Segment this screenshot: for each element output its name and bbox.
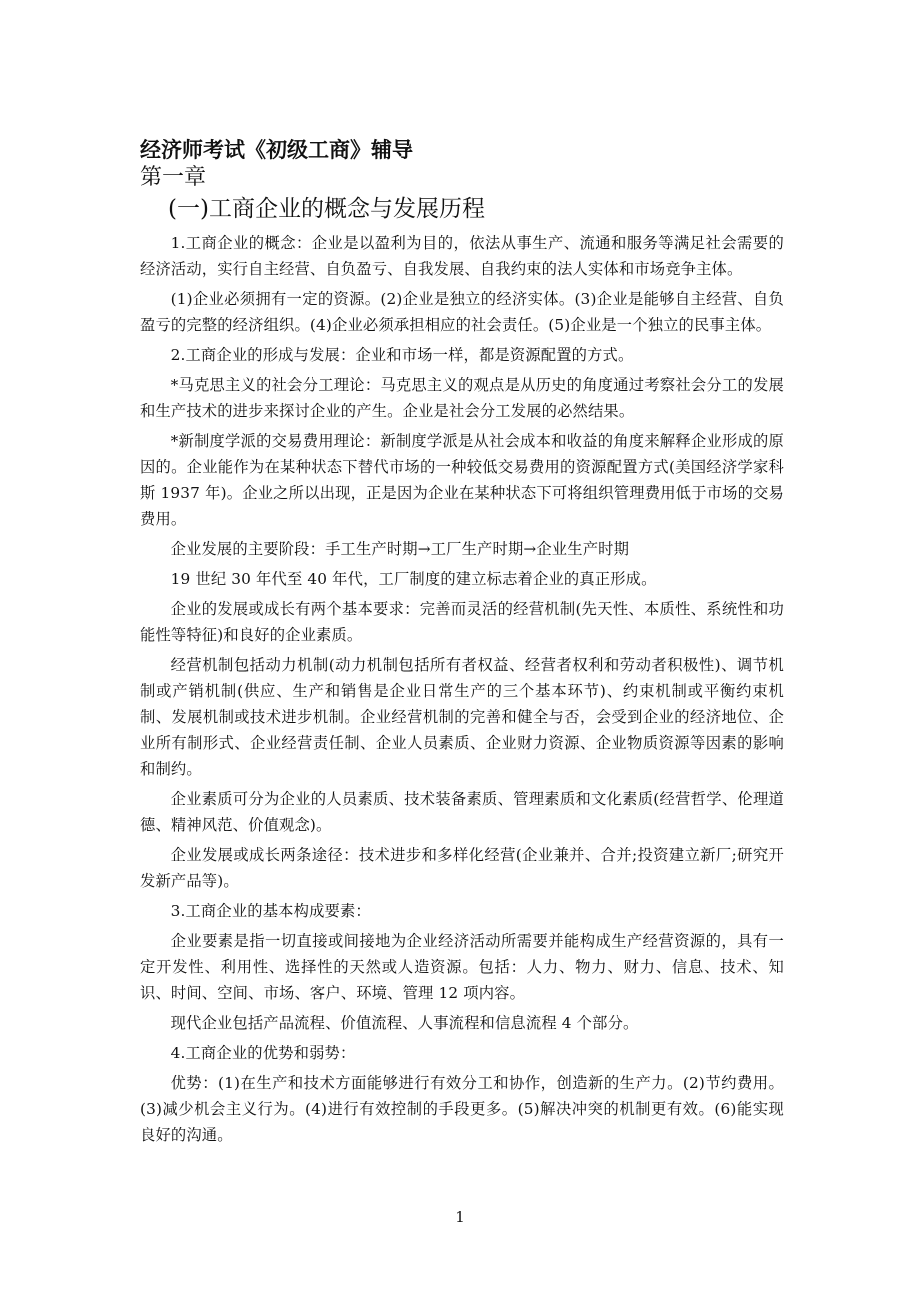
paragraph-basic-elements-heading: 3.工商企业的基本构成要素： (170, 902, 371, 920)
paragraph-enterprise-quality: 企业素质可分为企业的人员素质、技术装备素质、管理素质和文化素质(经营哲学、伦理道德、精神风范、价值观念)。 (140, 790, 784, 834)
document-body (140, 136, 784, 1152)
document-title: 经济师考试《初级工商》辅导 (140, 137, 413, 162)
paragraph-operating-mechanism: 经营机制包括动力机制(动力机制包括所有者权益、经营者权利和劳动者积极性)、调节机制或产销机制(供应、生产和销售是企业日常生产的三个基本环节)、约束机制或平衡约束机制、发展机制或技术进步机制。企业经营机制的完善和健全与否，会受到企业的经济地位、企业所有制形式、企业经营责任制、企业人员素质、企业财力资源、企业物质资源等因素的影响和制约。 (140, 656, 784, 778)
paragraph-transaction-cost-theory: *新制度学派的交易费用理论：新制度学派是从社会成本和收益的角度来解释企业形成的原因的。企业能作为在某种状态下替代市场的一种较低交易费用的资源配置方式(美国经济学家科斯 1937 年)。企业之所以出现，正是因为企业在某种状态下可将组织管理费用低于市场的交易费用。 (140, 432, 784, 528)
paragraph-enterprise-elements: 企业要素是指一切直接或间接地为企业经济活动所需要并能构成生产经营资源的，具有一定开发性、利用性、选择性的天然或人造资源。包括：人力、物力、财力、信息、技术、知识、时间、空间、市场、客户、环境、管理 12 项内容。 (140, 932, 784, 1002)
paragraph-strengths-weaknesses-heading: 4.工商企业的优势和弱势： (170, 1044, 356, 1062)
paragraph-marxist-theory: *马克思主义的社会分工理论：马克思主义的观点是从历史的角度通过考察社会分工的发展和生产技术的进步来探讨企业的产生。企业是社会分工发展的必然结果。 (140, 376, 784, 420)
section-heading: (一)工商企业的概念与发展历程 (168, 196, 485, 222)
paragraph-formation-development: 2.工商企业的形成与发展：企业和市场一样，都是资源配置的方式。 (170, 346, 634, 364)
paragraph-enterprise-concept: 1.工商企业的概念：企业是以盈利为目的，依法从事生产、流通和服务等满足社会需要的经济活动，实行自主经营、自负盈亏、自我发展、自我约束的法人实体和市场竞争主体。 (140, 234, 784, 278)
paragraph-modern-enterprise-flows: 现代企业包括产品流程、价值流程、人事流程和信息流程 4 个部分。 (170, 1014, 639, 1032)
paragraph-development-stages: 企业发展的主要阶段：手工生产时期→工厂生产时期→企业生产时期 (170, 540, 630, 558)
paragraph-growth-paths: 企业发展或成长两条途径：技术进步和多样化经营(企业兼并、合并;投资建立新厂;研究开发新产品等)。 (140, 846, 784, 890)
page-number: 1 (455, 1208, 465, 1226)
chapter-heading: 第一章 (140, 165, 207, 190)
paragraph-basic-requirements: 企业的发展或成长有两个基本要求：完善而灵活的经营机制(先天性、本质性、系统性和功能性等特征)和良好的企业素质。 (140, 600, 784, 644)
paragraph-enterprise-features: (1)企业必须拥有一定的资源。(2)企业是独立的经济实体。(3)企业是能够自主经营、自负盈亏的完整的经济组织。(4)企业必须承担相应的社会责任。(5)企业是一个独立的民事主体。 (140, 290, 784, 334)
paragraph-strengths: 优势：(1)在生产和技术方面能够进行有效分工和协作，创造新的生产力。(2)节约费用。(3)减少机会主义行为。(4)进行有效控制的手段更多。(5)解决冲突的机制更有效。(6)能实现良好的沟通。 (140, 1074, 784, 1144)
paragraph-factory-system: 19 世纪 30 年代至 40 年代，工厂制度的建立标志着企业的真正形成。 (170, 570, 657, 588)
